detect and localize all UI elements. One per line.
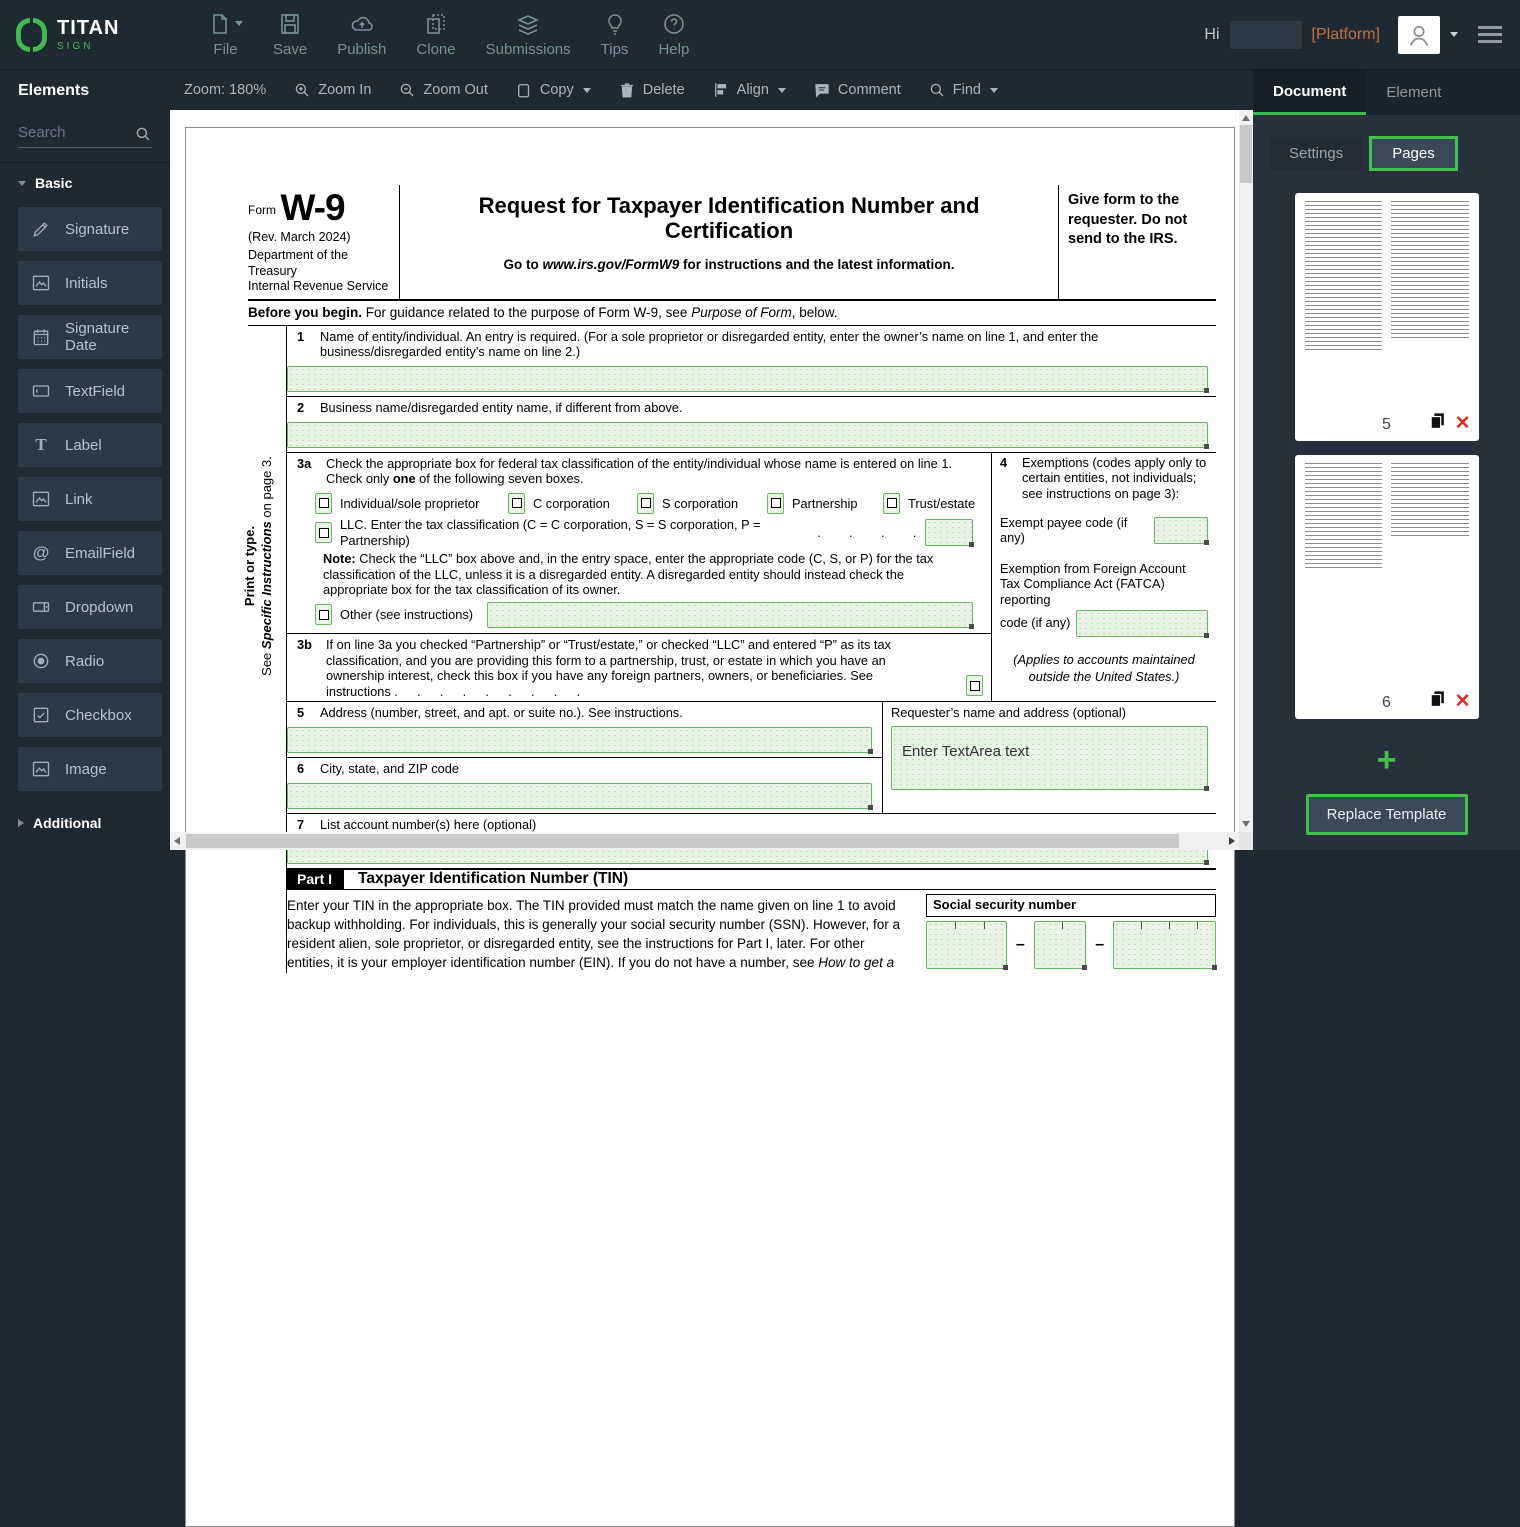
ssn-block	[926, 894, 1216, 973]
tab-element[interactable]	[1366, 70, 1461, 115]
horizontal-scroll-thumb[interactable]	[186, 834, 1179, 848]
search-input[interactable]	[18, 120, 128, 147]
checkbox-label: Individual/sole proprietor	[340, 495, 480, 511]
menu-item-label: Clone	[416, 40, 456, 58]
tab-document[interactable]	[1253, 70, 1366, 115]
file-icon	[208, 12, 232, 36]
menu-item-label: Publish	[337, 40, 387, 58]
requester-label: Requester’s name and address (optional)	[891, 705, 1126, 721]
checkbox-individual[interactable]	[315, 493, 332, 514]
search-box	[18, 120, 152, 148]
find-button[interactable]	[928, 81, 998, 99]
line3b-number: 3b	[297, 636, 312, 652]
thumbnail-text-preview	[1305, 201, 1469, 353]
delete-page-icon[interactable]: ✕	[1454, 690, 1471, 712]
image-icon	[31, 489, 51, 509]
menu-item-label: Help	[658, 40, 690, 58]
classification-checkbox-row	[315, 493, 991, 514]
caret-right-icon	[18, 819, 24, 827]
part1-content	[287, 889, 1216, 973]
llc-code-field[interactable]	[925, 519, 973, 546]
horizontal-scrollbar[interactable]	[170, 832, 1239, 850]
fatca-code-field[interactable]	[1076, 610, 1208, 637]
line7-label: List account number(s) here (optional)	[320, 816, 537, 832]
sidenote-end: on page 3.	[259, 456, 274, 522]
tab-document-label: Document	[1273, 82, 1347, 100]
menu-item-label: File	[213, 40, 238, 58]
ssn-label: Social security number	[926, 894, 1216, 917]
sidenote-see: See	[259, 648, 274, 676]
app-logo	[0, 18, 170, 52]
document-canvas	[170, 110, 1253, 970]
checkbox-trust-estate[interactable]	[883, 493, 900, 514]
greeting-text: Hi	[1204, 25, 1220, 43]
other-row	[315, 602, 991, 628]
line3a-number: 3a	[297, 455, 312, 471]
w9-header	[248, 185, 1216, 301]
line1-label: Name of entity/individual. An entry is required. (For a sole proprietor or disregarded entity, enter the owner’s name on line 1, and enter the business/disregarded entity’s name on line 2.)	[320, 328, 1099, 360]
zoom-level-label: Zoom: 180%	[184, 82, 267, 98]
menu-item-save[interactable]	[273, 12, 307, 58]
dept-line1: Department of the Treasury	[248, 248, 349, 278]
part1-title: Taxpayer Identification Number (TIN)	[358, 870, 629, 888]
checkbox-partnership[interactable]	[767, 493, 784, 514]
caret-down-icon	[583, 88, 591, 93]
line5-number: 5	[297, 705, 305, 721]
form-word: Form	[248, 203, 276, 217]
line3a-bold: one	[392, 471, 416, 487]
titan-logo-icon	[16, 18, 47, 52]
element-item-label: Initials	[65, 274, 108, 292]
zoom-out-icon	[398, 81, 416, 99]
note-bold: Note:	[323, 551, 356, 567]
line4-number: 4	[1000, 454, 1008, 470]
comment-label: Comment	[837, 82, 901, 98]
properties-panel	[1253, 70, 1520, 850]
vertical-scrollbar[interactable]	[1239, 110, 1253, 832]
line2-row	[287, 396, 1216, 448]
line3b-label: If on line 3a you checked “Partnership” or “Trust/estate,” or checked “LLC” and entered “P” as its tax classification, and you are providing this form to a partnership, trust, or estate in which you have an ownership interest, check this box if you have any foreign partners, owners, or beneficiaries. See instructions	[326, 636, 891, 699]
form-revision: (Rev. March 2024)	[248, 230, 351, 244]
line3b-dots: . . . . . . . . .	[394, 683, 582, 699]
line1-number: 1	[297, 328, 305, 344]
before-end: , below.	[791, 304, 838, 320]
element-item-textfield[interactable]	[18, 369, 162, 413]
city-state-zip-text-field[interactable]	[287, 783, 872, 809]
w9-body	[242, 326, 1216, 973]
page-number: 5	[1382, 416, 1391, 433]
part1-badge: Part I	[287, 869, 344, 890]
element-item-label: EmailField	[65, 544, 136, 562]
menu-item-publish[interactable]	[337, 12, 386, 58]
menu-item-label: Submissions	[485, 40, 571, 58]
brand-subtitle: SIGN	[57, 40, 94, 52]
page-thumbnail-5[interactable]	[1295, 193, 1479, 441]
caret-down-icon	[778, 88, 786, 93]
comment-button[interactable]	[813, 81, 901, 99]
before-mid: For guidance related to the purpose of Form W-9, see	[362, 304, 692, 320]
element-item-label: Label	[65, 436, 102, 454]
page-number: 6	[1382, 694, 1391, 711]
platform-label[interactable]: [Platform]	[1311, 25, 1380, 43]
menu-item-tips[interactable]	[601, 12, 629, 58]
line4-label: Exemptions (codes apply only to certain entities, not individuals; see instructions on page 3):	[1022, 454, 1207, 501]
goto-link: www.irs.gov/FormW9	[542, 256, 680, 272]
document-subtabs	[1271, 136, 1520, 171]
other-text-field[interactable]	[487, 602, 973, 628]
avatar[interactable]	[1398, 16, 1440, 54]
image-icon	[31, 759, 51, 779]
hamburger-menu-icon[interactable]	[1478, 26, 1502, 43]
element-item-label: TextField	[65, 382, 126, 400]
ssn-field-1[interactable]	[926, 921, 1007, 969]
cloud-upload-icon	[350, 12, 374, 36]
elements-sidebar	[0, 70, 170, 850]
menu-item-submissions[interactable]	[486, 12, 571, 58]
text-T-icon: T	[35, 435, 47, 454]
element-item-initials[interactable]	[18, 261, 162, 305]
print-or-type-note	[235, 431, 283, 701]
part1-text: Enter your TIN in the appropriate box. The TIN provided must match the name given on line 1 to avoid backup withholding. For individuals, this is generally your social security number (SSN). However, for a resident alien, sole proprietor, or disregarded entity, see the instructions for Part I, later. For other entities, it is your employer identification number (EIN). If you do not have a number, see	[287, 898, 901, 970]
scroll-up-icon[interactable]	[1242, 115, 1250, 121]
checkbox-label: Partnership	[792, 495, 858, 511]
exempt-payee-field[interactable]	[1154, 517, 1208, 544]
checkbox-label: C corporation	[533, 495, 610, 511]
scroll-down-icon[interactable]	[1242, 821, 1250, 827]
line3a-pre: Check the appropriate box for federal tax classification of the entity/individual whose name is entered on line 1. Check only	[326, 455, 952, 487]
line7-number: 7	[297, 816, 305, 832]
before-italic: Purpose of Form	[691, 304, 792, 320]
brand-title: TITAN	[57, 16, 120, 39]
menu-item-label: Tips	[600, 40, 629, 58]
layers-icon	[516, 12, 540, 36]
delete-label: Delete	[642, 82, 685, 98]
checkbox-icon	[31, 705, 51, 725]
delete-button[interactable]	[618, 81, 685, 99]
menu-item-clone[interactable]	[416, 12, 455, 58]
form-title: Request for Taxpayer Identification Number and Certification	[478, 193, 980, 244]
chevron-down-icon[interactable]	[1450, 32, 1458, 37]
section-basic-label: Basic	[35, 175, 73, 191]
thumbnail-text-preview	[1305, 463, 1469, 571]
ssn-field-3[interactable]	[1113, 921, 1216, 969]
align-icon	[712, 81, 730, 99]
find-icon	[928, 81, 946, 99]
element-item-label: Signature Date	[65, 320, 130, 354]
exempt-payee-label: Exempt payee code (if any)	[1000, 514, 1128, 546]
exempt-payee-row	[1000, 515, 1208, 546]
checkbox-other[interactable]	[315, 604, 332, 625]
classification-block	[287, 452, 1216, 702]
element-item-label: Radio	[65, 652, 105, 670]
find-label: Find	[952, 82, 981, 98]
checkbox-llc[interactable]	[315, 522, 332, 543]
search-icon	[134, 125, 152, 143]
before-bold: Before you begin.	[248, 304, 363, 320]
llc-dots: . . . .	[817, 524, 918, 540]
save-icon	[278, 12, 302, 36]
name-text-field[interactable]	[287, 366, 1208, 392]
replace-template-button[interactable]: Replace Template	[1306, 794, 1468, 835]
page-thumbnail-6[interactable]	[1295, 455, 1479, 719]
scroll-left-icon[interactable]	[174, 837, 180, 845]
align-button[interactable]	[712, 81, 786, 99]
username-redacted	[1230, 21, 1302, 49]
checkbox-s-corporation[interactable]	[637, 493, 654, 514]
align-label: Align	[736, 82, 769, 98]
llc-note	[323, 551, 955, 598]
radio-icon	[31, 651, 51, 671]
menu-item-file[interactable]	[208, 12, 243, 58]
canvas-toolbar	[170, 70, 1253, 110]
fatca-block	[1000, 561, 1208, 637]
scrollbar-corner	[1239, 832, 1253, 850]
element-item-radio[interactable]	[18, 639, 162, 683]
line6-number: 6	[297, 761, 305, 777]
fatca-code-label: code (if any)	[1000, 615, 1071, 631]
element-item-label: Dropdown	[65, 598, 134, 616]
element-item-label: Checkbox	[65, 706, 132, 724]
menu-item-label: Save	[273, 40, 308, 58]
zoom-in-button[interactable]	[293, 81, 371, 99]
zoom-out-label: Zoom Out	[423, 82, 488, 98]
caret-down-icon	[18, 181, 26, 186]
other-label: Other (see instructions)	[340, 607, 473, 623]
add-page-button[interactable]: +	[1376, 741, 1397, 779]
form-goto-line	[414, 257, 1044, 272]
person-icon	[1405, 21, 1433, 49]
caret-down-icon	[990, 88, 998, 93]
line6-label: City, state, and ZIP code	[320, 761, 459, 777]
element-item-dropdown[interactable]	[18, 585, 162, 629]
clone-icon	[424, 12, 448, 36]
copy-button[interactable]	[515, 81, 591, 99]
dropdown-icon	[31, 597, 51, 617]
comment-icon	[813, 81, 831, 99]
section-additional-label: Additional	[33, 815, 102, 831]
duplicate-page-icon[interactable]	[1428, 411, 1447, 435]
section-basic[interactable]	[0, 163, 170, 201]
w9-form-page	[185, 127, 1235, 1527]
element-list	[0, 201, 170, 801]
element-item-label[interactable]	[18, 423, 162, 467]
element-item-image[interactable]	[18, 747, 162, 791]
element-item-signature[interactable]	[18, 207, 162, 251]
ssn-dash: –	[1095, 936, 1105, 954]
business-name-text-field[interactable]	[287, 422, 1208, 448]
help-circle-icon	[662, 12, 686, 36]
llc-row	[315, 517, 973, 548]
address-text-field[interactable]	[287, 727, 872, 753]
address-block	[287, 701, 1216, 812]
vertical-scroll-thumb[interactable]	[1240, 125, 1252, 183]
settings-button[interactable]: Settings	[1271, 137, 1361, 170]
copy-label: Copy	[539, 82, 574, 98]
note-text: Check the “LLC” box above and, in the entry space, enter the appropriate code (C, S, or P) for the tax classification of the LLC, unless it is a disregarded entity. A disregarded entity should instead check the appropriate box for the tax classification of its owner.	[323, 551, 934, 598]
line5-label: Address (number, street, and apt. or suite no.). See instructions.	[320, 705, 683, 721]
zoom-in-label: Zoom In	[318, 82, 372, 98]
panel-tabs	[1253, 70, 1520, 115]
pencil-icon	[31, 219, 51, 239]
sidebar-title: Elements	[18, 82, 90, 99]
checkbox-c-corporation[interactable]	[508, 493, 525, 514]
element-item-emailfield[interactable]	[18, 531, 162, 575]
image-icon	[31, 273, 51, 293]
line1-row	[287, 326, 1216, 392]
fatca-label: Exemption from Foreign Account Tax Compliance Act (FATCA) reporting	[1000, 560, 1186, 607]
sidenote-bold: Print or type.	[242, 525, 258, 606]
zoom-out-button[interactable]	[398, 81, 487, 99]
part1-bar	[287, 868, 1216, 889]
caret-down-icon	[235, 21, 243, 26]
before-you-begin	[248, 301, 1216, 326]
at-sign-icon: @	[32, 543, 50, 562]
sidenote-italic: Specific Instructions	[259, 521, 274, 649]
element-item-label: Image	[65, 760, 107, 778]
checkbox-label: Trust/estate	[908, 495, 976, 511]
page-thumbnails	[1253, 193, 1520, 719]
pages-button[interactable]: Pages	[1369, 136, 1458, 171]
top-bar	[0, 0, 1520, 70]
duplicate-page-icon[interactable]	[1428, 689, 1447, 713]
llc-label: LLC. Enter the tax classification (C = C corporation, S = S corporation, P = Partnership)	[340, 516, 761, 548]
main-menu	[208, 12, 689, 58]
section-additional[interactable]	[0, 803, 170, 841]
give-form-note: Give form to the requester. Do not send to the IRS.	[1058, 185, 1216, 299]
goto-post: for instructions and the latest information.	[679, 256, 955, 272]
line2-number: 2	[297, 400, 305, 416]
line3b-row	[287, 633, 991, 701]
element-item-checkbox[interactable]	[18, 693, 162, 737]
part1-italic: How to get a	[818, 954, 895, 970]
ssn-dash: –	[1015, 936, 1025, 954]
copy-icon	[515, 81, 533, 99]
ssn-field-2[interactable]	[1034, 921, 1086, 969]
trash-icon	[618, 81, 636, 99]
element-item-signature-date[interactable]	[18, 315, 162, 359]
line2-label: Business name/disregarded entity name, if different from above.	[320, 400, 683, 416]
scroll-right-icon[interactable]	[1229, 837, 1235, 845]
form-name: W-9	[280, 187, 345, 228]
tab-element-label: Element	[1386, 84, 1442, 101]
menu-item-help[interactable]	[658, 12, 689, 58]
zoom-in-icon	[293, 81, 311, 99]
requester-textarea[interactable]: Enter TextArea text	[891, 726, 1208, 790]
goto-pre: Go to	[503, 256, 543, 272]
checkbox-foreign-partners[interactable]	[966, 675, 983, 696]
element-item-link[interactable]	[18, 477, 162, 521]
element-item-label: Link	[65, 490, 93, 508]
calendar-icon	[31, 327, 51, 347]
applies-note: (Applies to accounts maintained outside the United States.)	[1013, 651, 1195, 684]
element-item-label: Signature	[65, 220, 130, 238]
textfield-icon	[31, 381, 51, 401]
checkbox-label: S corporation	[662, 495, 739, 511]
lightbulb-icon	[603, 12, 627, 36]
dept-line2: Internal Revenue Service	[248, 279, 389, 294]
line3a-post: of the following seven boxes.	[415, 471, 584, 487]
delete-page-icon[interactable]: ✕	[1454, 412, 1471, 434]
